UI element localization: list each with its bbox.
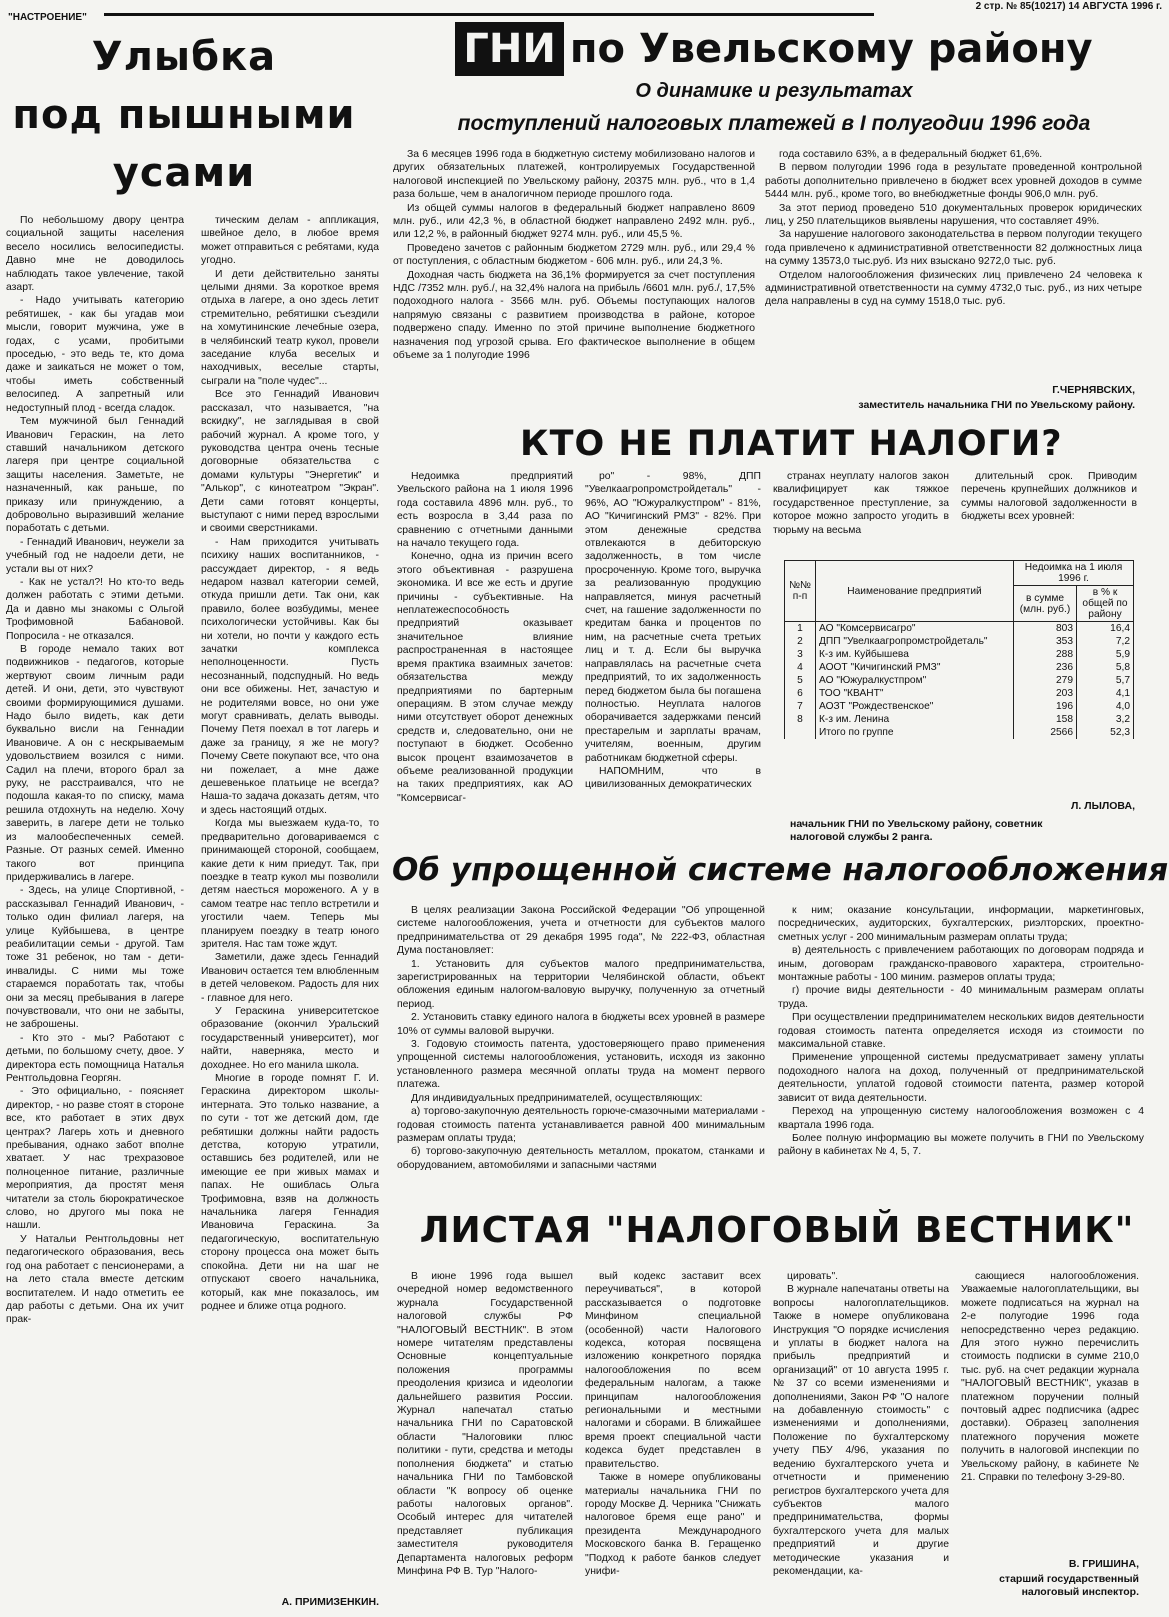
row-name: АОЗТ "Рождественское"	[816, 700, 1014, 713]
smile-title-line-2: под пышными	[12, 92, 356, 138]
paragraph: - Это официально, - поясняет директор, - но разве стоят в стороне все, кто работает в этих двух центрах? Лагерь хоть и дневного пребывания, однако забот вполне хватает. У нас трехразовое полноценное питание, различные мероприятия, да простят меня читатели за столь бюрократическое слово, но другого мы пока не нашли.	[6, 1086, 184, 1232]
paragraph: в) деятельность с привлечением работающих по договорам подряда и иным, договорам гражданско-правового характера, строительно-монтажные работы - 100 миним. размеров оплаты труда;	[778, 945, 1144, 984]
table-total-row	[785, 726, 1134, 739]
paragraph: Тем мужчиной был Геннадий Иванович Гераскин, на лето ставший начальником детского лагеря при центре социальной защиты населения. Заметьте, не назначенный, как раньше, по приказу или принуждению, а добровольно выразивший желание поработать с детьми.	[6, 416, 184, 535]
debtors-col-3	[773, 470, 949, 544]
simplified-title: Об упрощенной системе налогообложения	[392, 852, 1169, 888]
table-row	[785, 648, 1134, 661]
vestnik-signature-title: старший государственный налоговый инспектор.	[999, 1573, 1139, 1598]
debtors-table	[784, 560, 1134, 739]
debtors-signature-title: начальник ГНИ по Увельскому району, советник налоговой службы 2 ранга.	[790, 818, 1043, 843]
paragraph: НАПОМНИМ, что в цивилизованных демократических	[585, 765, 761, 791]
paragraph: цировать".	[787, 1271, 839, 1282]
paragraph: Конечно, одна из причин всего этого объективная - разрушена экономика. И все же есть и другие причины - субъективные. На неплатежеспособность предприятий оказывает значительное влияние распространенная в настоящее время практика взаимных зачетов: обязательства между предприятиями по бартерным операциям. В этом случае между ними отсутствует оборот денежных средств и, следовательно, они не поступают в бюджет. Особенно высок процент взаимозачетов в объеме реализованной продукции на таких предприятиях, как АО "Комсервисаг-	[397, 551, 573, 804]
paragraph: У Гераскина университетское образование (окончил Уральский государственный университет), мог найти, наверняка, место и доходнее. Но его манила школа.	[201, 1005, 379, 1071]
row-pct: 3,2	[1077, 713, 1134, 726]
row-no: 4	[785, 661, 816, 674]
vestnik-col-3	[773, 1270, 949, 1610]
paragraph: Заметили, даже здесь Геннадий Иванович остается тем влюбленным в детей человеком. Радость для них - главное для него.	[201, 952, 379, 1004]
total-label: Итого по группе	[816, 726, 1014, 739]
row-no: 8	[785, 713, 816, 726]
row-no: 5	[785, 674, 816, 687]
smile-col-1	[6, 214, 184, 1610]
row-no	[785, 726, 816, 739]
table-header-name: Наименование предприятий	[816, 561, 1014, 622]
paragraph: тическим делам - аппликация, швейное дело, в любое время может отправиться с ребятами, куда угодно.	[201, 215, 379, 267]
gni-signature-name: Г.ЧЕРНЯВСКИХ,	[1052, 384, 1135, 396]
debtors-col-1	[397, 470, 573, 848]
table-row	[785, 687, 1134, 700]
paragraph: Многие в городе помнят Г. И. Гераскина директором школы-интерната. Это только название, а по сути - тот же детский дом, где ребятишки должны найти радость детства, которую утратили, оставшись без родителей, или не имеющие ее при живых мамах и папах. Не ошиблась Ольга Трофимовна, взяв на должность начальника лагеря Геннадия Ивановича Гераскина. За педагогическую, воспитательную сторону процесса она может быть спокойна. Дети ни на шаг не отпускают своего начальника, который, как мне показалось, им роднее и ближе отца родного.	[201, 1073, 379, 1312]
table-row	[785, 661, 1134, 674]
row-name: К-з им. Куйбышева	[816, 648, 1014, 661]
table-header-group: Недоимка на 1 июля 1996 г.	[1014, 561, 1134, 586]
smile-col-2	[201, 214, 379, 1594]
row-name: ДПП "Увелкаагропромстройдеталь"	[816, 635, 1014, 648]
vestnik-col-4	[961, 1270, 1139, 1560]
paragraph: 3. Годовую стоимость патента, удостоверяющего право применения упрощенной системы налогообложения, установить, исходя из законно установленного размера месячной оплаты труда на момент первого платежа.	[397, 1039, 765, 1091]
gni-col-2	[765, 148, 1142, 378]
smile-title-line-1: Улыбка	[91, 34, 277, 80]
vestnik-col-2	[585, 1270, 761, 1610]
total-sum: 2566	[1014, 726, 1077, 739]
vestnik-col-1	[397, 1270, 573, 1610]
paragraph: В целях реализации Закона Российской Федерации "Об упрощенной системе налогообложения, учета и отчетности для субъектов малого предпринимательства от 29 декабря 1995 года", № 222-ФЗ, областная Дума постановляет:	[397, 905, 765, 957]
simplified-col-1	[397, 904, 765, 1204]
row-sum: 279	[1014, 674, 1077, 687]
paragraph: странах неуплату налогов закон квалифицирует как тяжкое государственное преступление, за которое можно запросто угодить в тюрьму на весьма	[773, 471, 949, 536]
paragraph: В журнале напечатаны ответы на вопросы налогоплательщиков. Также в номере опубликована Инструкция "О порядке исчисления и уплаты в бюджет налога на прибыль предприятий и организаций" от 10 августа 1995 г. № 37 со всеми изменениями и дополнениями, Закон РФ "О налоге на добавленную стоимость" с изменениями и дополнениями, Положение по бухгалтерскому учету ПБУ 4/96, указания по ведению бухгалтерского учета и отчетности и применению регистров бухгалтерского учета для субъектов малого предпринимательства, формы бухгалтерского учета для малых предприятий и другие методические указания и рекомендации, ка-	[773, 1284, 949, 1577]
row-pct: 5,9	[1077, 648, 1134, 661]
gni-signature-title: заместитель начальника ГНИ по Увельскому району.	[858, 399, 1135, 411]
row-no: 7	[785, 700, 816, 713]
table-header-pct: в % к общей по району	[1077, 586, 1134, 622]
paragraph: длительный срок. Приводим перечень крупнейших должников и суммы налоговой задолженности в бюджеты всех уровней:	[961, 471, 1137, 523]
debtors-table-wrap	[784, 560, 1134, 739]
paragraph: ро" - 98%, ДПП "Увелкаагропромстройдеталь" - 96%, АО "Южуралкустпром" - 81%, АО "Кичигинский РМЗ" - 82%. При этом денежные средства отвлекаются в дебиторскую задолженность, в том числе просроченную. Кроме того, выручка за реализованную продукцию направляется, минуя расчетный счет, на гашение задолженности по кредитам банка и процентов по ним, на расчетные счета третьих лиц и т. д. Если бы выручка направлялась на расчетные счета предприятий, то их задолженность перед бюджетом была бы погашена полностью. Неуплата налогов оборачивается задержками пенсий престарелым и зарплаты врачам, учителям, военным, другим работникам бюджетной сферы.	[585, 471, 761, 764]
row-name: АО "Комсервисагро"	[816, 622, 1014, 636]
paragraph: Переход на упрощенную систему налогообложения возможен с 4 квартала 1996 года.	[778, 1106, 1144, 1131]
paragraph: - Надо учитывать категорию ребятишек, - как бы угадав мои мысли, говорит мужчина, уже в годах, с усами, пробитыми проседью, - это ведь те, кто дома даже и заикаться не может о том, чтобы иметь собственный велосипед. А запретный или недоступный плод - всегда сладок.	[6, 295, 184, 414]
row-name: К-з им. Ленина	[816, 713, 1014, 726]
paragraph: Для индивидуальных предпринимателей, осуществляющих:	[411, 1092, 703, 1104]
row-name: АООТ "Кичигинский РМЗ"	[816, 661, 1014, 674]
paragraph: Отделом налогообложения физических лиц привлечено 24 человека к административной ответственности на сумму 4732,0 тыс. руб., из них четыре дела направлены в суд на сумму 1518,0 тыс. руб.	[765, 269, 1142, 308]
row-no: 3	[785, 648, 816, 661]
paragraph: В июне 1996 года вышел очередной номер ведомственного журнала Государственной налоговой службы РФ "НАЛОГОВЫЙ ВЕСТНИК". В этом номере читателям представлены Основные концептуальные положения программы преодоления кризиса и идеологии дальнейшего развития России. Журнал напечатал статью начальника ГНИ по Саратовской области "Налоговики плюс политики - пути, средства и методы пополнения бюджета" и статью начальника ГНИ по Тамбовской области "К вопросу об оценке работы налоговых органов". Особый интерес для читателей представляет публикация заместителя руководителя Департамента налоговых реформ Минфина РФ В. Тур "Налого-	[397, 1271, 573, 1577]
paragraph: За нарушение налогового законодательства в первом полугодии текущего года привлечено к административной ответственности 82 должностных лица на сумму 13573,0 тыс.руб. Из них взыскано 9272,0 тыс. руб.	[765, 229, 1142, 268]
paragraph: По небольшому двору центра социальной защиты населения весело носились велосипедисты. Давно мне не доводилось наблюдать такое увлечение, такой азарт.	[6, 215, 184, 294]
paragraph: Доходная часть бюджета на 36,1% формируется за счет поступления НДС /7352 млн. руб./, на 32,4% налога на прибыль /6601 млн. руб./, 17,5% подоходного налога - 3566 млн. руб. Объемы поступающих налогов напрямую связаны с развитием производства в районе, которое подвержено спаду. Именно по этой причине выполнение бюджетного назначения под угрозой срыва. Его фактическое выполнение в общем объеме за 1 полугодие 1996	[393, 269, 755, 362]
smile-title-line-3: усами	[112, 150, 256, 196]
row-sum: 196	[1014, 700, 1077, 713]
row-sum: 203	[1014, 687, 1077, 700]
paragraph: За 6 месяцев 1996 года в бюджетную систему мобилизовано налогов и других обязательных платежей, контролируемых Государственной налоговой инспекцией по Увельскому району, 20375 млн. руб., что в 1,4 раза больше, чем в аналогичном периоде прошлого года.	[393, 149, 755, 201]
paragraph: Более полную информацию вы можете получить в ГНИ по Увельскому району в кабинетах № 4, 5, 7.	[778, 1132, 1144, 1158]
paragraph: г) прочие виды деятельности - 40 минимальным размерам оплаты труда.	[778, 985, 1144, 1010]
row-pct: 7,2	[1077, 635, 1134, 648]
row-sum: 803	[1014, 622, 1077, 636]
gni-col-1	[393, 148, 755, 422]
paragraph: сающиеся налогообложения. Уважаемые налогоплательщики, вы можете подписаться на журнал на 2-е полугодие 1996 года непосредственно через редакцию. Для этого нужно перечислить стоимость подписки в сумме 210,0 тыс. руб. на счет редакции журнала "НАЛОГОВЫЙ ВЕСТНИК", указав в платежном поручении полный почтовый адрес подписчика (адрес доставки). Образец заполнения платежного поручения можете получить в налоговой инспекции по Увельскому району, в кабинете № 21. Справки по телефону 3-29-80.	[961, 1271, 1139, 1484]
gni-title-rest: по Увельскому району	[569, 26, 1093, 72]
paragraph: вый кодекс заставит всех переучиваться", в которой рассказывается о подготовке Минфином специальной (особенной) части Налогового кодекса, которая посвящена изложению конкретного порядка налогообложения по всем федеральным налогам, а также принципам налогообложения региональными и местными налогами и сборами. В ближайшее время проект специальной части кодекса будет представлен в правительство.	[585, 1271, 761, 1470]
row-no: 1	[785, 622, 816, 636]
row-sum: 288	[1014, 648, 1077, 661]
table-row	[785, 700, 1134, 713]
smile-title	[10, 28, 358, 202]
paragraph: И дети действительно заняты целыми днями. За короткое время отдыха в лагере, а оно здесь летит стремительно, ребятишки съездили на хомутининские лечебные озера, в челябинский театр кукол, провели заседание клуба веселых и находчивых, веселые старты, сыграли на "поле чудес"...	[201, 268, 379, 387]
row-pct: 4,0	[1077, 700, 1134, 713]
row-sum: 236	[1014, 661, 1077, 674]
paragraph: - Кто это - мы? Работают с детьми, по большому счету, двое. У директора есть помощница Наталья Рентгольдовна Георгян.	[6, 1032, 184, 1084]
issue-info: 2 стр. № 85(10217) 14 АВГУСТА 1996 г.	[975, 1, 1162, 12]
table-row	[785, 713, 1134, 726]
debtors-signature-name: Л. ЛЫЛОВА,	[1071, 800, 1135, 812]
paragraph: Все это Геннадий Иванович рассказал, что называется, "на вскидку", не заглядывая в свой рабочий журнал. А кроме того, у руководства центра очень тесные договорные обязательства с домами культуры "Энергетик" и "Алькор", с кинотеатром "Экран". Дети сами готовят концерты, выступают с ними перед взрослыми и своими сверстниками.	[201, 389, 379, 535]
paragraph: Из общей суммы налогов в федеральный бюджет направлено 8609 млн. руб., или 42,3 %, в областной бюджет направлено 2492 млн. руб., или 12,2 %, в районный бюджет 9274 млн. руб., или 45,5 %.	[393, 202, 755, 241]
paragraph: года составило 63%, а в федеральный бюджет 61,6%.	[779, 149, 1043, 160]
paragraph: а) торгово-закупочную деятельность горюче-смазочными материалами - годовая стоимость патента устанавливается равной 400 минимальным размерам оплаты труда;	[397, 1106, 765, 1144]
row-pct: 5,7	[1077, 674, 1134, 687]
row-pct: 4,1	[1077, 687, 1134, 700]
paragraph: б) торгово-закупочную деятельность металлом, прокатом, станками и оборудованием, автомобилями и запасными частями	[397, 1146, 765, 1171]
paragraph: В городе немало таких вот подвижников - педагогов, которые жертвуют своим личным ради детей. И они, дети, это чувствуют своими формирующимися душами. Надо было видеть, как дети буквально висли на Геннадии Ивановиче. А он с нескрываемым удовольствием возился с ними. Садил на плечи, второго брал за руку, не расстраивался, что не подошла какая-то по списку, мама решила отдохнуть на неделю. Хочу заверить, в лагере дети не только из малообеспеченных семей. Разные. От разных семей. Именно такого вот принципа придерживались в лагере.	[6, 644, 184, 883]
paragraph: - Нам приходится учитывать психику наших воспитанников, - рассуждает директор, - я ведь недаром назвал категории семей, откуда пришли дети. Так они, как правило, более возбудимы, менее психологически устойчивы. Как бы ни хотели, но почти у каждого есть зачатки комплекса неполноценности. Пусть несознанный, подспудный. Но ведь они все обижены. Нет, зачастую и не родителями вовсе, но они уже могут сравнивать, делать выводы. Почему Петя поехал в тот лагерь и даже за границу, я же не могу? Почему Свете покупают все, что она ни пожелает, а мне даже дешевенькое платьице не всегда? Наша-то задача доказать детям, что и здесь настоящий отдых.	[201, 536, 379, 816]
row-name: АО "Южуралкустпром"	[816, 674, 1014, 687]
section-label: "НАСТРОЕНИЕ"	[8, 12, 87, 23]
paragraph: При осуществлении предпринимателем нескольких видов деятельности годовая стоимость патента определяется исходя из стоимости по максимальной ставке.	[778, 1012, 1144, 1051]
row-sum: 353	[1014, 635, 1077, 648]
paragraph: к ним; оказание консультации, информации, маркетинговых, посреднических, аудиторских, бухгалтерских, риэлторских, проектно-сметных услуг - 200 минимальным размерам оплаты труда;	[778, 905, 1144, 943]
vestnik-title: ЛИСТАЯ "НАЛОГОВЫЙ ВЕСТНИК"	[419, 1210, 1135, 1251]
paragraph: Также в номере опубликованы материалы начальника ГНИ по городу Москве Д. Черника "Снижать налоговое бремя еще рано" и президента Международного Московского банка В. Геращенко "Подход к работе банков следует унифи-	[585, 1472, 761, 1577]
simplified-col-2	[778, 904, 1144, 1204]
row-sum: 158	[1014, 713, 1077, 726]
smile-signature: А. ПРИМИЗЕНКИН.	[281, 1596, 379, 1608]
debtors-col-4	[961, 470, 1137, 544]
debtors-col-2	[585, 470, 761, 848]
gni-title	[384, 22, 1164, 76]
paragraph: Когда мы выезжаем куда-то, то предварительно договариваемся с принимающей стороной, сообщаем, какие дети к ним приедут. Так, при поездке в театр кукол мы позволили детям наесться мороженого. А у в самом театре нас тепло встретили и угостили чаем. Теперь мы планируем поездку в театр юного зрителя. Нас там тоже ждут.	[201, 818, 379, 950]
paragraph: 1. Установить для субъектов малого предпринимательства, зарегистрированных на территории Челябинской области, объект обложения единым налогом-валовую выручку, полученную за отчетный период.	[397, 958, 765, 1010]
paragraph: - Здесь, на улице Спортивной, - рассказывал Геннадий Иванович, - только один филиал лагеря, на улице Куйбышева, в центре реабилитации семьи - другой. Там тоже 31 ребенок, но там - дети-инвалиды. С ними мы тоже стараемся поработать так, чтобы они за месяц пребывания в лагере почувствовали, что они не забыты, не заброшены.	[6, 885, 184, 1031]
paragraph: - Как не устал?! Но кто-то ведь должен работать с этими детьми. Да и давно мы знакомы с Ольгой Трофимовной Бабановой. Попросила - не отказался.	[6, 576, 184, 642]
gni-title-box: ГНИ	[455, 22, 563, 76]
vestnik-signature-name: В. ГРИШИНА,	[1068, 1558, 1139, 1570]
row-no: 6	[785, 687, 816, 700]
debtors-title: КТО НЕ ПЛАТИТ НАЛОГИ?	[520, 424, 1063, 464]
table-row	[785, 622, 1134, 636]
row-pct: 16,4	[1077, 622, 1134, 636]
paragraph: Недоимка предприятий Увельского района на 1 июля 1996 года составила 4896 млн. руб., то есть возросла в 3,44 раза по сравнению с отчетными данными на начало текущего года.	[397, 471, 573, 550]
row-no: 2	[785, 635, 816, 648]
row-name: ТОО "КВАНТ"	[816, 687, 1014, 700]
paragraph: У Натальи Рентгольдовны нет педагогического образования, весь год она работает с пенсионерами, а на лето стала вместе детским воспитателем. И надо отметить ее дар работы с детьми. Она их учит прак-	[6, 1233, 184, 1326]
paragraph: За этот период проведено 510 документальных проверок юридических лиц, у 250 плательщиков выявлены нарушения, что составляет 49%.	[765, 202, 1142, 228]
gni-subtitle-1: О динамике и результатах	[635, 80, 913, 102]
paragraph: Проведено зачетов с районным бюджетом 2729 млн. руб., или 29,4 % от поступления, с областным бюджетом - 606 млн. руб., или 24,3 %.	[393, 242, 755, 268]
paragraph: - Геннадий Иванович, неужели за учебный год не надоели дети, не устали вы от них?	[6, 536, 184, 575]
table-row	[785, 635, 1134, 648]
gni-subtitle-2: поступлений налоговых платежей в I полугодии 1996 года	[457, 112, 1091, 135]
paragraph: 2. Установить ставку единого налога в бюджеты всех уровней в размере 10% от суммы валовой выручки.	[397, 1012, 765, 1037]
table-header-sum: в сумме (млн. руб.)	[1014, 586, 1077, 622]
table-row	[785, 674, 1134, 687]
total-pct: 52,3	[1077, 726, 1134, 739]
table-header-no: №№ п-п	[785, 561, 816, 622]
header-rule	[104, 13, 874, 16]
paragraph: Применение упрощенной системы предусматривает замену уплаты подоходного налога на доход, полученный от предпринимательской деятельности, уплатой годовой стоимости патента, размер которой зависит от вида деятельности.	[778, 1052, 1144, 1104]
row-pct: 5,8	[1077, 661, 1134, 674]
paragraph: В первом полугодии 1996 года в результате проведенной контрольной работы дополнительно привлечено в бюджет всех уровней доходов в сумме 5444 млн. руб., кроме того, во внебюджетные фонды 906,0 млн. руб.	[765, 162, 1142, 201]
